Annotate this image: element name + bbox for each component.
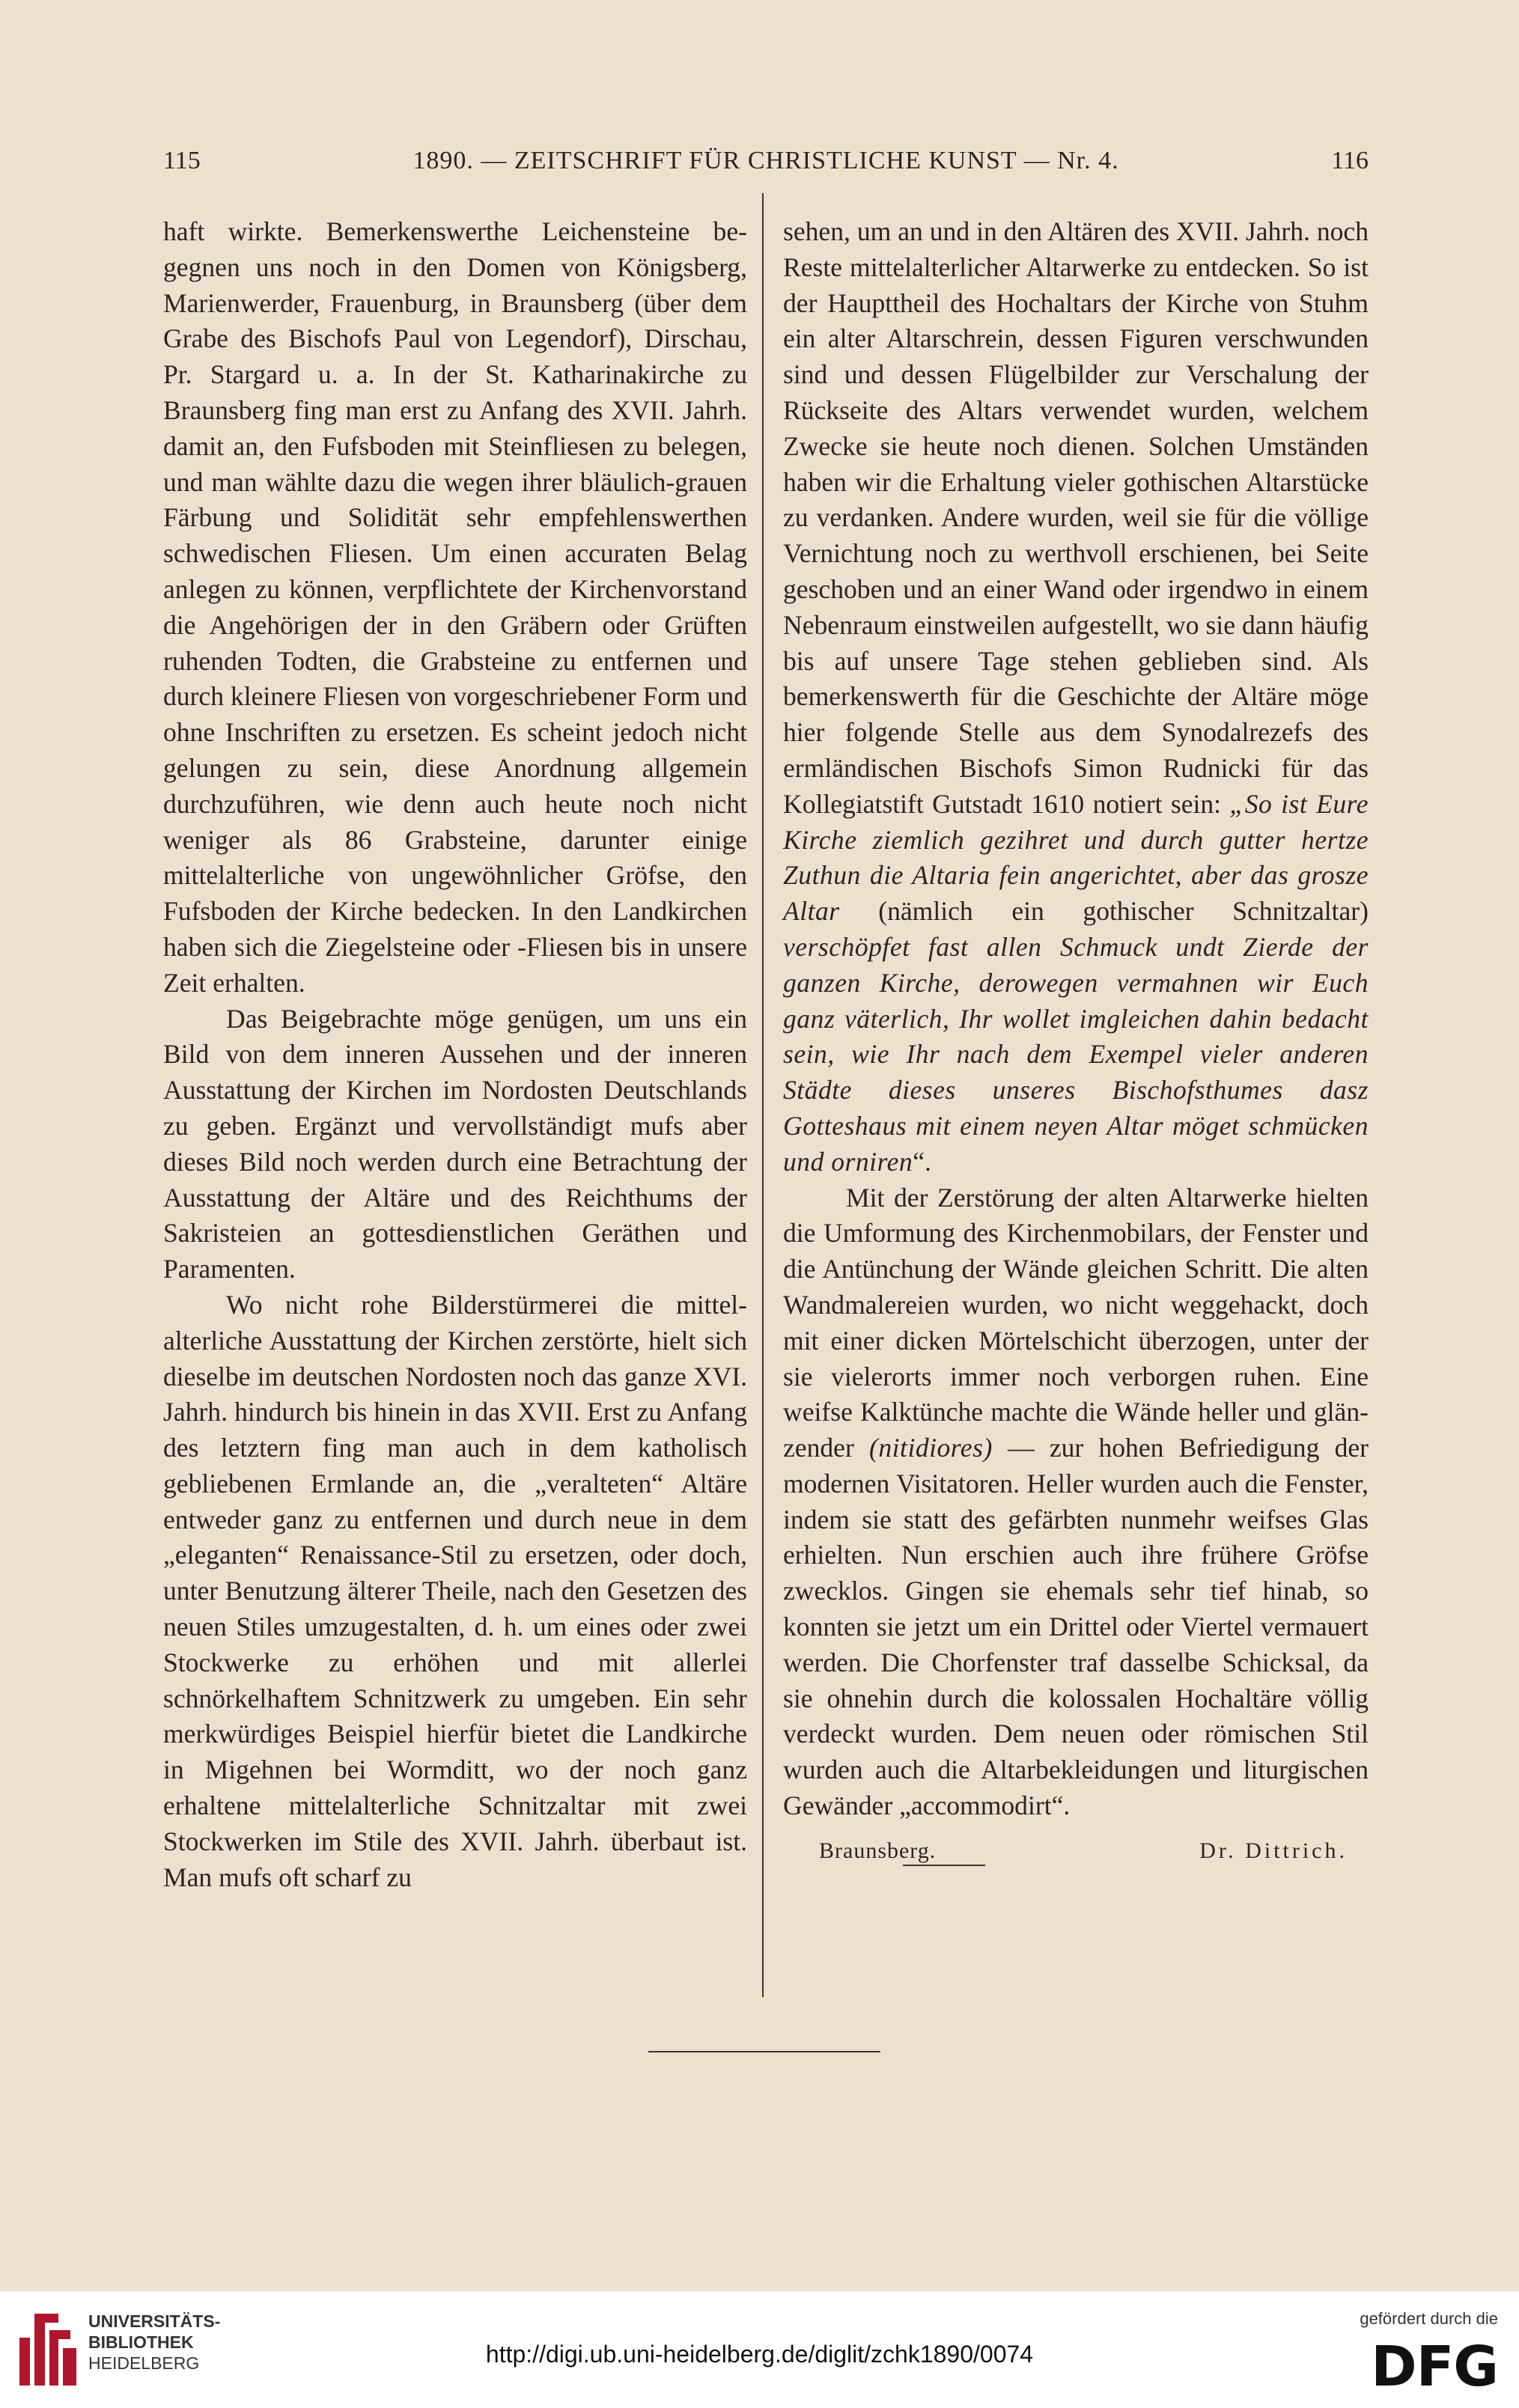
paragraph: Das Beigebrachte möge genügen, um uns ein Bild von dem inneren Aussehen und der inneren Ausstattung der Kirchen im Nordosten Deutschlands zu geben. Ergänzt und vervollständigt mufs aber dieses Bild noch werden durch eine Betrachtung der Ausstattung der Altäre und des Reichthums der Sakristeien an gottesdienstlichen Geräthen und Paramenten. <box>163 1003 747 1284</box>
end-rule <box>648 2051 880 2052</box>
text-run: sehen, um an und in den Altären des XVII. Jahrh. noch Reste mittelalterlicher Altarwerke zu entdecken. So ist der Haupttheil des Hochaltars der Kirche von Stuhm ein alter Altarschrein, dessen Figuren verschwunden sind und dessen Flügelbilder zur Verschalung der Rückseite des Altars verwendet wurden, welchem Zwecke sie heute noch dienen. Solchen Umständen haben wir die Erhaltung vieler gothischen Altarstücke zu verdanken. Andere wurden, weil sie für die völlige Vernichtung noch zu werthvoll erschienen, bei Seite geschoben und an einer Wand oder irgendwo in einem Nebenraum einstweilen aufgestellt, wo sie dann häufig bis auf unsere Tage stehen geblieben sind. Als bemerkenswerth für die Geschichte der Altäre möge hier folgende Stelle aus dem Synodalrezefs des ermländischen Bischofs Simon Rudnicki für das Kollegiatstift Gutstadt 1610 notiert sein: <box>783 216 1369 819</box>
latin-term: (nitidiores) <box>869 1433 993 1463</box>
journal-title: 1890. — ZEITSCHRIFT FÜR CHRISTLICHE KUNST — Nr. 4. <box>413 147 1119 174</box>
library-name-line: BIBLIOTHEK <box>88 2332 194 2352</box>
left-column <box>163 214 747 1895</box>
paragraph: haft wirkte. Bemerkenswerthe Leichensteine begegnen uns noch in den Domen von Königsberg, Marienwerder, Frauenburg, in Braunsberg (über dem Grabe des Bischofs Paul von Legendorf), Dirschau, Pr. Stargard u. a. In der St. Katharinakirche zu Braunsberg fing man erst zu Anfang des XVII. Jahrh. damit an, den Fufsboden mit Steinfliesen zu belegen, und man wählte dazu die wegen ihrer bläulich-grauen Färbung und Solidität sehr empfehlenswerthen schwedischen Fliesen. Um einen accuraten Belag anlegen zu können, verpflichtete der Kirchenvorstand die Angehörigen der in den Gräbern oder Grüften ruhenden Todten, die Grabsteine zu entfernen und durch kleinere Fliesen von vorgeschriebener Form und ohne Inschriften zu ersetzen. Es scheint jedoch nicht gelungen zu sein, diese Anordnung allgemein durchzuführen, wie denn auch heute noch nicht weniger als 86 Grabsteine, darunter einige mittelalterliche von ungewöhnlicher Gröfse, den Fufsboden der Kirche bedecken. In den Landkirchen haben sich die Ziegelsteine oder -Fliesen bis in unsere Zeit erhalten. <box>163 216 747 998</box>
quote-italic: „So ist Eure Kirche ziemlich gezihret und durch gutter hertze Zuthun die Altaria fein angerichtet, aber das grosze Altar <box>783 788 1369 927</box>
text-run: (nämlich ein gothischer Schnitzaltar) <box>839 896 1369 927</box>
quote-italic: verschöpfet fast allen Schmuck undt Zierde der ganzen Kirche, derowegen vermahnen wir Euch ganz väterlich, Ihr wollet imgleichen dahin bedacht sein, wie Ihr nach dem Exempel vieler anderen Städte dieses unseres Bischofsthumes dasz Gotteshaus mit einem neyen Altar möget schmücken und orniren <box>783 931 1369 1177</box>
paragraph <box>783 214 1369 1180</box>
paragraph <box>783 1180 1369 1824</box>
footer-bar <box>0 2290 1519 2408</box>
column-divider <box>762 193 764 1997</box>
text-run: Mit der Zerstörung der alten Altarwerke hielten die Umformung des Kirchenmobilars, der Fenster und die Antünchung der Wände gleichen Schritt. Die alten Wandmalereien wurden, wo nicht weggehackt, doch mit einer dicken Mörtelschicht überzogen, unter der sie vielerorts immer noch verborgen ruhen. Eine weifse Kalktünche machte die Wände heller und glänzender <box>783 1182 1369 1463</box>
text-run: “. <box>913 1146 931 1177</box>
library-name-line: UNIVERSITÄTS- <box>88 2311 221 2331</box>
library-name-line: HEIDELBERG <box>88 2353 200 2373</box>
permalink-url[interactable]: http://digi.ub.uni-heidelberg.de/diglit/zchk1890/0074 <box>485 2341 1034 2368</box>
signature-place: Braunsberg. <box>819 1838 937 1863</box>
running-header <box>163 147 1369 184</box>
funding-caption: gefördert durch die <box>1360 2309 1498 2328</box>
right-column <box>783 214 1369 1866</box>
dfg-logo-icon: DFG <box>1371 2335 1498 2399</box>
paragraph: Wo nicht rohe Bilderstürmerei die mittelalterliche Ausstattung der Kirchen zerstörte, hielt sich dieselbe im deutschen Nordosten noch das ganze XVI. Jahrh. hindurch bis hinein in das XVII. Erst zu Anfang des letztern fing man auch in dem katholisch gebliebenen Ermlande an, die „veralteten“ Altäre entweder ganz zu entfernen und durch neue in dem „eleganten“ Renaissance-Stil zu ersetzen, oder doch, unter Benutzung älterer Theile, nach den Gesetzen des neuen Stiles umzugestalten, d. h. um eines oder zwei Stockwerke zu erhöhen und mit allerlei schnörkelhaftem Schnitzwerk zu umgeben. Ein sehr merkwürdiges Beispiel hierfür bietet die Landkirche in Migehnen bei Wormditt, wo der noch ganz erhaltene mittelalterliche Schnitzaltar mit zwei Stockwerken im Stile des XVII. Jahrh. überbaut ist. Man mufs oft scharf zu <box>163 1289 747 1892</box>
text-run: — zur hohen Befriedigung der modernen Visitatoren. Heller wurden auch die Fenster, indem sie statt des gefärbten nunmehr weifses Glas erhielten. Nun erschien auch ihre frühere Gröfse zwecklos. Gingen sie ehemals sehr tief hinab, so konnten sie jetzt um ein Drittel oder Viertel vermauert werden. Die Chorfenster traf dasselbe Schicksal, da sie ohnehin durch die kolossalen Hochaltäre völlig verdeckt wurden. Dem neuen oder römischen Stil wurden auch die Altarbekleidungen und liturgischen Gewänder „accommodirt“. <box>783 1433 1369 1821</box>
page-number-left: 115 <box>163 147 201 174</box>
signature-author: Dr. Dittrich. <box>1199 1838 1348 1863</box>
signature-line <box>783 1829 1369 1865</box>
page-number-right: 116 <box>1331 147 1369 174</box>
